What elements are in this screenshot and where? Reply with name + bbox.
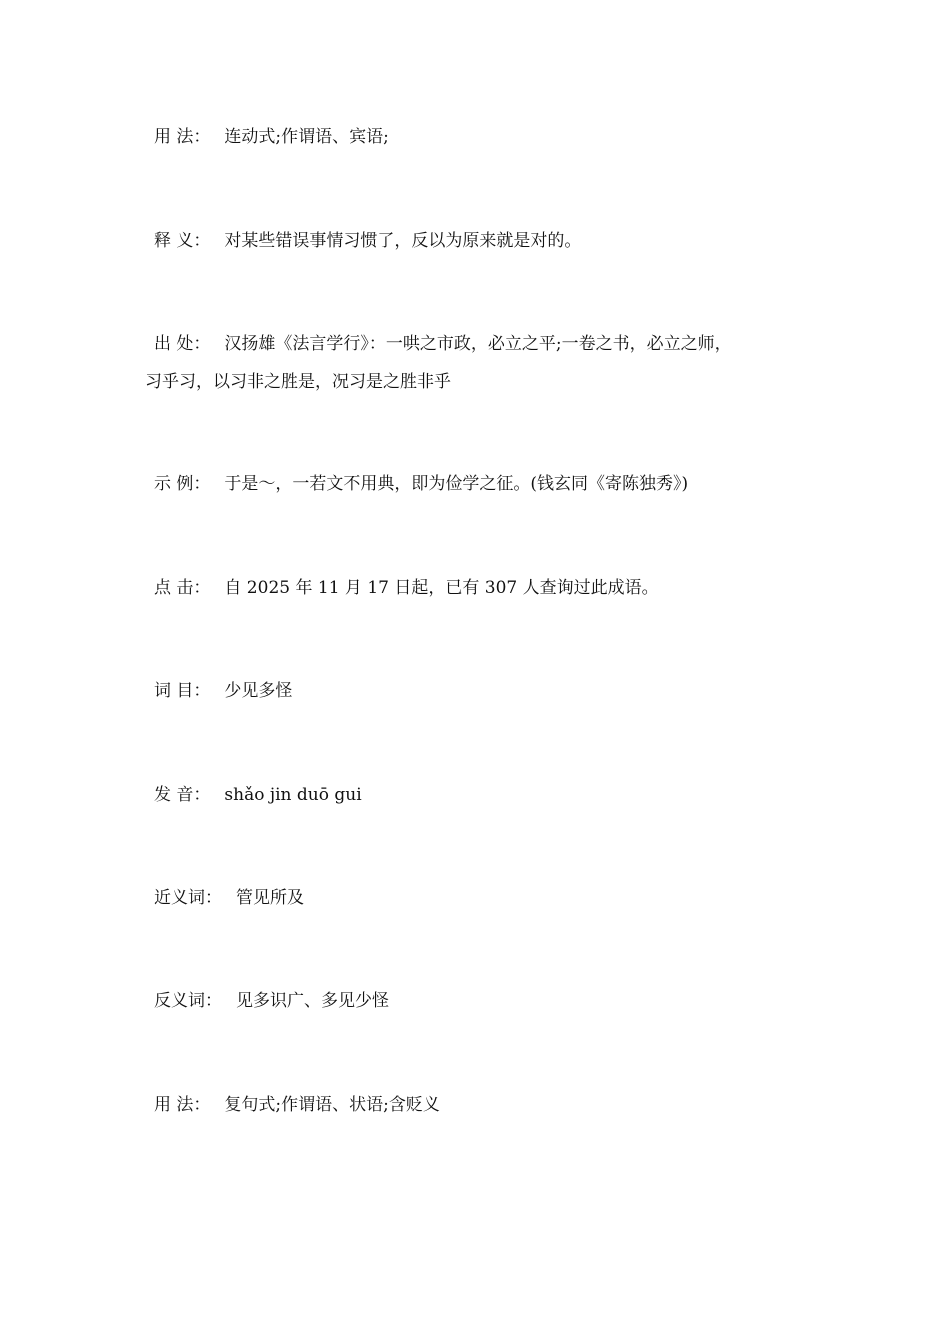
entry-source xyxy=(0,325,950,401)
entry-antonyms xyxy=(0,982,950,1020)
entry-synonyms xyxy=(0,879,950,917)
entry-value: 管见所及 xyxy=(236,888,304,908)
entry-pronunciation xyxy=(0,776,950,814)
entry-label: 释 义： xyxy=(154,231,211,251)
entry-definition xyxy=(0,222,950,260)
entry-value-continued: 习乎习，以习非之胜是，况习是之胜非乎 xyxy=(145,372,451,392)
entry-value: 对某些错误事情习惯了，反以为原来就是对的。 xyxy=(224,231,582,251)
entry-clicks xyxy=(0,569,950,607)
entry-label: 发 音： xyxy=(154,785,211,805)
entry-label: 示 例： xyxy=(154,474,211,494)
entry-value: 汉扬雄《法言学行》：一哄之市政，必立之平;一卷之书，必立之师， xyxy=(224,334,732,354)
entry-value: 复句式;作谓语、状语;含贬义 xyxy=(224,1095,440,1115)
entry-label: 用 法： xyxy=(154,127,211,147)
entry-label: 用 法： xyxy=(154,1095,211,1115)
entry-value: 于是～，一若文不用典，即为俭学之征。(钱玄同《寄陈独秀》) xyxy=(224,474,689,494)
entry-value: 少见多怪 xyxy=(224,681,293,701)
entry-label: 词 目： xyxy=(154,681,211,701)
entry-label: 出 处： xyxy=(154,334,211,354)
entry-headword xyxy=(0,672,950,710)
entry-usage xyxy=(0,118,950,156)
entry-label: 点 击： xyxy=(154,578,211,598)
entry-value: 连动式;作谓语、宾语; xyxy=(224,127,389,147)
entry-value: 见多识广、多见少怪 xyxy=(236,991,389,1011)
entry-label: 反义词： xyxy=(154,991,222,1011)
entry-example xyxy=(0,465,950,503)
entry-value: 自 2025 年 11 月 17 日起，已有 307 人查询过此成语。 xyxy=(224,578,659,598)
entry-value: shǎo jin duō gui xyxy=(224,785,362,805)
entry-usage-2 xyxy=(0,1086,950,1124)
entry-label: 近义词： xyxy=(154,888,222,908)
